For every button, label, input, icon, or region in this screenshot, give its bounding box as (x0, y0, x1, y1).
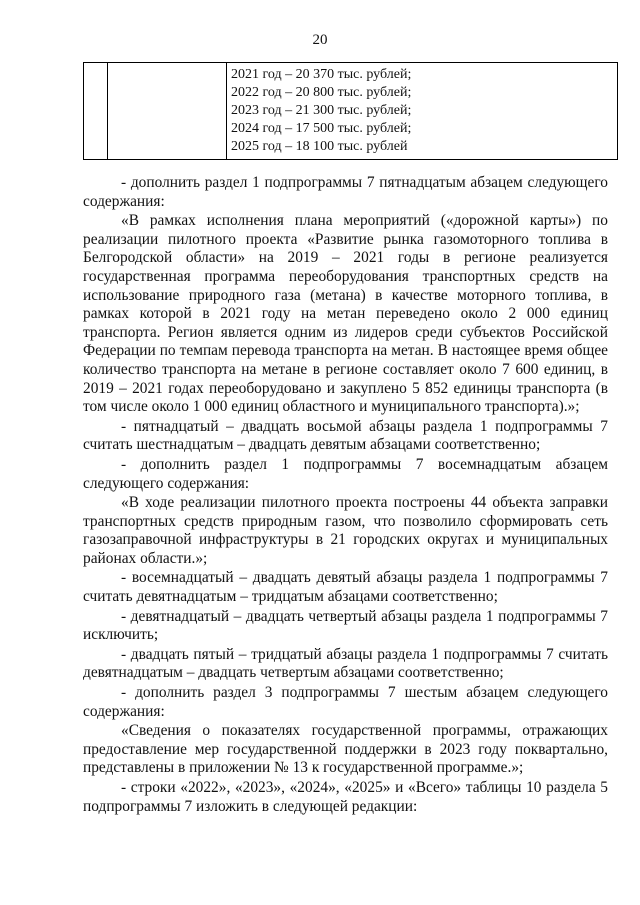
page-number: 20 (312, 32, 328, 48)
funding-line-2021: 2021 год – 20 370 тыс. рублей; (231, 67, 412, 82)
document-body (83, 174, 608, 816)
funding-line-2022: 2022 год – 20 800 тыс. рублей; (231, 85, 412, 100)
paragraph-7: - девятнадцатый – двадцать четвертый абзацы раздела 1 подпрограммы 7 исключить; (83, 607, 608, 644)
funding-years-cell (227, 63, 618, 160)
paragraph-2: «В рамках исполнения плана мероприятий («дорожной карты») по реализации пилотного проекта «Развитие рынка газомоторного топлива в Белгородской области» на 2019 – 2021 годы в регионе реализуется государственная программа переоборудования транспортных средств на использование природного газа (метана) в качестве моторного топлива, в рамках которой в 2021 году на метан переведено около 2 000 единиц транспорта. Регион является одним из лидеров среди субъектов Российской Федерации по темпам перевода транспорта на метан. В настоящее время общее количество транспорта на метане в регионе составляет около 7 600 единиц, в 2019 – 2021 годах переоборудовано и закуплено 5 852 единицы транспорта (в том числе около 1 000 единиц областного и муниципального транспорта).»; (83, 212, 608, 416)
paragraph-11: - строки «2022», «2023», «2024», «2025» и «Всего» таблицы 10 раздела 5 подпрограммы 7 изложить в следующей редакции: (83, 779, 608, 815)
table-cell-empty-2 (108, 63, 227, 160)
paragraph-5: «В ходе реализации пилотного проекта построены 44 объекта заправки транспортных средств природным газом, что позволило сформировать сеть газозаправочной инфраструктуры в 21 городских округах и муниципальных районах области.»; (83, 494, 608, 567)
table-cell-empty-1 (84, 63, 108, 160)
funding-line-2025: 2025 год – 18 100 тыс. рублей (231, 139, 408, 154)
funding-line-2023: 2023 год – 21 300 тыс. рублей; (231, 103, 412, 118)
funding-table (83, 62, 618, 160)
funding-line-2024: 2024 год – 17 500 тыс. рублей; (231, 121, 412, 136)
paragraph-4: - дополнить раздел 1 подпрограммы 7 восемнадцатым абзацем следующего содержания: (83, 455, 608, 492)
paragraph-10: «Сведения о показателях государственной программы, отражающих предоставление мер государственной поддержки в 2023 году поквартально, представлены в приложении № 13 к государственной программе.»; (83, 722, 608, 777)
paragraph-1: - дополнить раздел 1 подпрограммы 7 пятнадцатым абзацем следующего содержания: (83, 174, 608, 210)
paragraph-8: - двадцать пятый – тридцатый абзацы раздела 1 подпрограммы 7 считать девятнадцатым – двадцать четвертым абзацами соответственно; (83, 645, 608, 682)
paragraph-9: - дополнить раздел 3 подпрограммы 7 шестым абзацем следующего содержания: (83, 684, 608, 720)
paragraph-6: - восемнадцатый – двадцать девятый абзацы раздела 1 подпрограммы 7 считать девятнадцатым – тридцатым абзацами соответственно; (83, 569, 608, 606)
table-row (84, 63, 618, 160)
paragraph-3: - пятнадцатый – двадцать восьмой абзацы раздела 1 подпрограммы 7 считать шестнадцатым – двадцать девятым абзацами соответственно; (83, 417, 608, 454)
